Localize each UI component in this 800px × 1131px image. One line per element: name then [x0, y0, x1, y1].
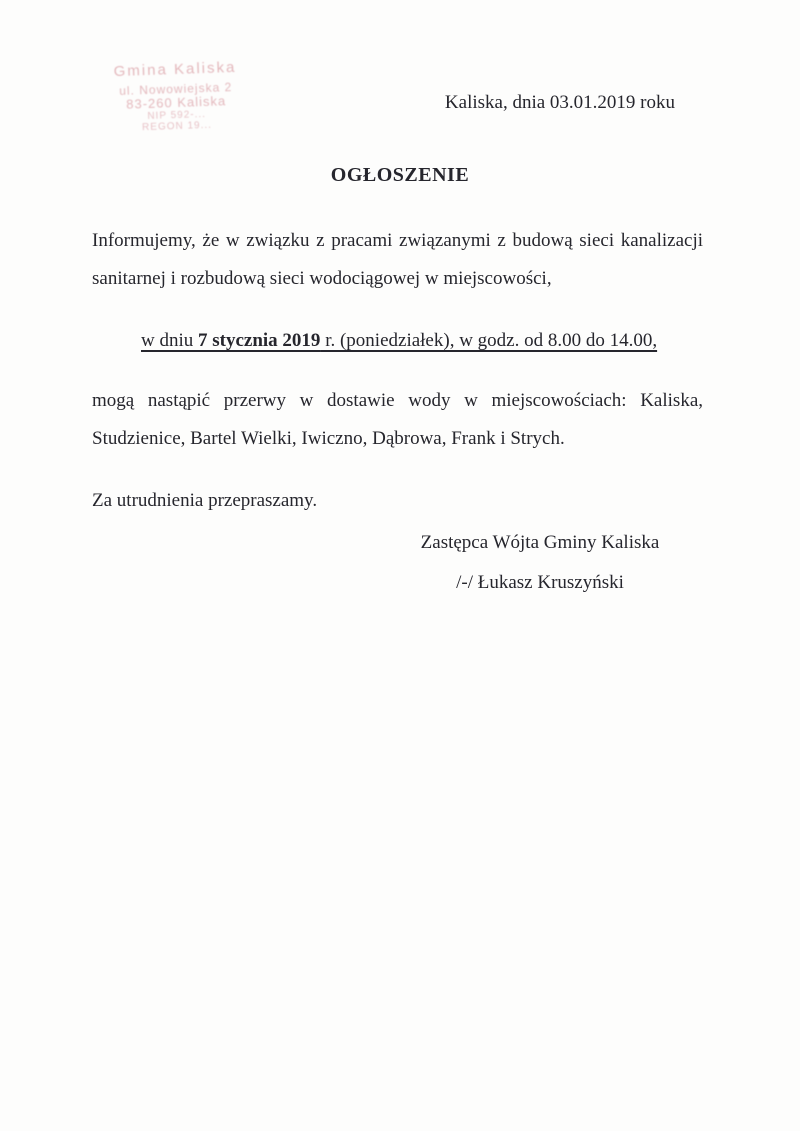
stamp-line-street: ul. Nowowiejska 2 — [118, 79, 233, 98]
paragraph-2-line-1: mogą nastąpić przerwy w dostawie wody w miejscowościach: Kaliska, — [92, 390, 703, 411]
signature-name: /-/ Łukasz Kruszyński — [456, 572, 624, 593]
page-title: OGŁOSZENIE — [330, 164, 470, 186]
signature-block — [390, 532, 690, 594]
outage-date-prefix: w dniu — [141, 330, 198, 351]
outage-date-bold: 7 stycznia 2019 — [198, 330, 321, 351]
outage-date-underlined — [141, 330, 657, 351]
paragraph-1-line-2: sanitarnej i rozbudową sieci wodociągowej w miejscowości, — [92, 268, 552, 289]
apology-line: Za utrudnienia przepraszamy. — [92, 490, 318, 511]
paragraph-2-line-2: Studzienice, Bartel Wielki, Iwiczno, Dąbrowa, Frank i Strych. — [92, 428, 565, 449]
signature-role: Zastępca Wójta Gminy Kaliska — [420, 532, 660, 553]
announcement-paragraph-1 — [92, 222, 703, 298]
stamp-line-regon: REGON 19... — [141, 119, 213, 134]
stamp-line-city: 83-260 Kaliska — [125, 92, 227, 112]
announcement-paragraph-2 — [92, 382, 703, 458]
place-and-date-line: Kaliska, dnia 03.01.2019 roku — [444, 92, 675, 113]
paragraph-1-line-1: Informujemy, że w związku z pracami związanymi z budową sieci kanalizacji — [92, 230, 703, 251]
stamp-line-org: Gmina Kaliska — [113, 58, 237, 81]
stamp-line-nip: NIP 592-... — [147, 108, 207, 122]
outage-date-line — [141, 322, 657, 360]
outage-date-suffix: r. (poniedziałek), w godz. od 8.00 do 14.00, — [320, 330, 658, 351]
